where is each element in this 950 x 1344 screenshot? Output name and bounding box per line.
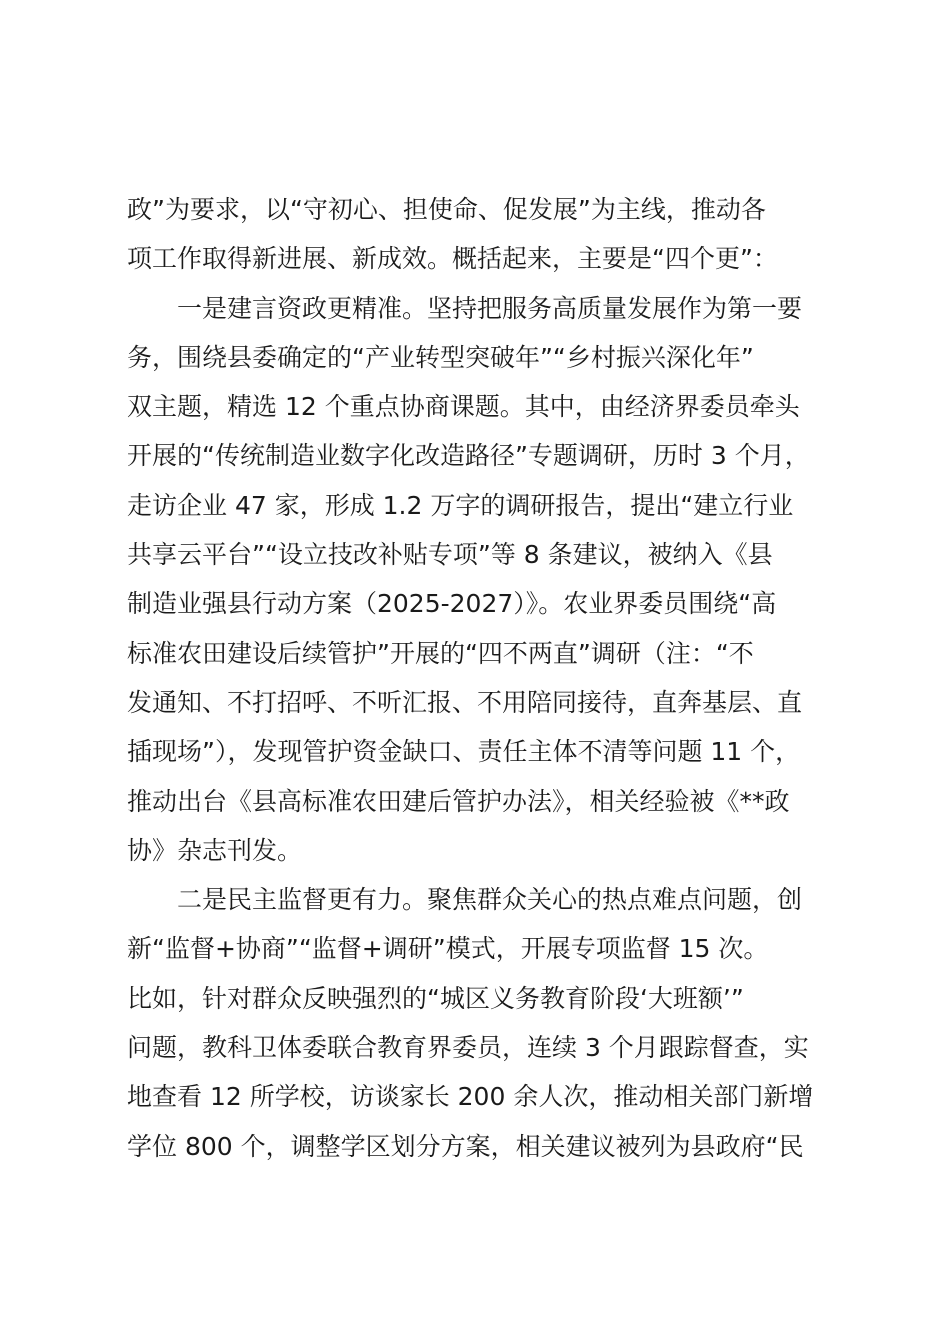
text-line: 一是建言资政更精准。坚持把服务高质量发展作为第一要: [127, 293, 803, 323]
text-line: 协》杂志刊发。: [127, 835, 303, 865]
text-line: 项工作取得新进展、新成效。概括起来，主要是“四个更”：: [127, 244, 778, 274]
text-line: 二是民主监督更有力。聚焦群众关心的热点难点问题，创: [127, 885, 803, 915]
text-line: 插现场”），发现管护资金缺口、责任主体不清等问题 11 个，: [127, 737, 801, 767]
text-line: 标准农田建设后续管护”开展的“四不两直”调研（注：“不: [127, 638, 754, 668]
text-line: 务，围绕县委确定的“产业转型突破年”“乡村振兴深化年”: [127, 342, 754, 372]
text-line: 地查看 12 所学校，访谈家长 200 余人次，推动相关部门新增: [127, 1082, 814, 1112]
text-line: 学位 800 个，调整学区划分方案，相关建议被列为县政府“民: [127, 1131, 804, 1161]
text-line: 制造业强县行动方案（2025-2027）》。农业界委员围绕“高: [127, 589, 777, 619]
text-line: 推动出台《县高标准农田建后管护办法》，相关经验被《**政: [127, 786, 790, 816]
text-line: 比如，针对群众反映强烈的“城区义务教育阶段‘大班额’”: [127, 983, 744, 1013]
text-line: 开展的“传统制造业数字化改造路径”专题调研，历时 3 个月，: [127, 441, 810, 471]
text-line: 发通知、不打招呼、不听汇报、不用陪同接待，直奔基层、直: [127, 687, 803, 717]
body-text: [127, 185, 867, 1171]
text-line: 走访企业 47 家，形成 1.2 万字的调研报告，提出“建立行业: [127, 490, 794, 520]
text-line: 共享云平台”“设立技改补贴专项”等 8 条建议，被纳入《县: [127, 540, 773, 570]
text-line: 双主题，精选 12 个重点协商课题。其中，由经济界委员牵头: [127, 392, 800, 422]
text-line: 问题，教科卫体委联合教育界委员，连续 3 个月跟踪督查，实: [127, 1033, 809, 1063]
text-line: 政”为要求，以“守初心、担使命、促发展”为主线，推动各: [127, 195, 766, 224]
text-line: 新“监督+协商”“监督+调研”模式，开展专项监督 15 次。: [127, 934, 769, 964]
